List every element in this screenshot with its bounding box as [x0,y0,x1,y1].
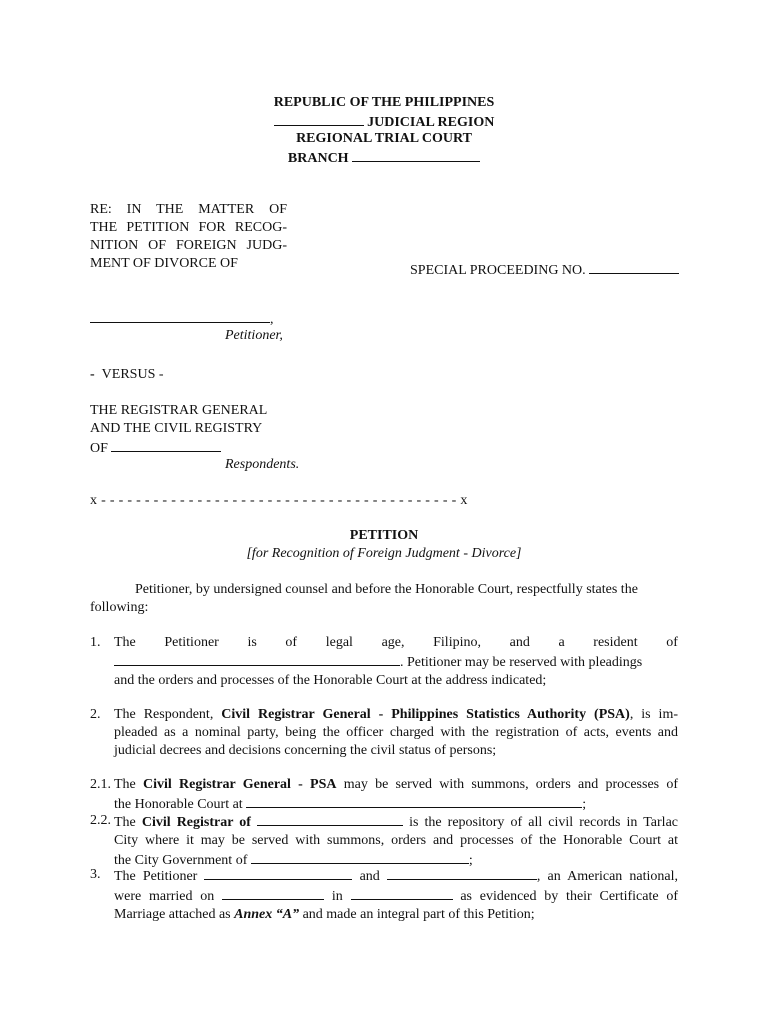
petitioner-label: Petitioner, [225,328,283,343]
paragraph-2-line-2: pleaded as a nominal party, being the officer charged with the registration of acts, events and [114,725,678,740]
paragraph-2-1-line-2: the Honorable Court at ; [114,794,678,814]
blank-registry [111,438,221,452]
blank-civil-registrar [257,812,403,826]
paragraph-2-line-3: judicial decrees and decisions concerning the civil status of persons; [114,743,497,758]
paragraph-1-line-1: The Petitioner is of legal age, Filipino, and a resident of [114,635,678,650]
respondent-line: AND THE CIVIL REGISTRY [90,421,263,436]
paragraph-2-1-line-1: The Civil Registrar General - PSA may be served with summons, orders and processes of [114,777,678,792]
blank-psa-address [246,794,582,808]
blank-marriage-date [222,886,324,900]
intro-line: following: [90,600,149,615]
paragraph-2-1 [90,776,678,814]
petitioner-name-line: , [90,309,274,329]
versus-line: - VERSUS - [90,367,164,382]
special-proceeding-no: SPECIAL PROCEEDING NO. [410,260,679,280]
case-title-line: NITION OF FOREIGN JUDG- [90,238,287,253]
blank-address [114,652,400,666]
paragraph-2-2-line-1: The Civil Registrar of is the repository of all civil records in Tarlac [114,812,678,832]
blank-branch [352,148,480,162]
paragraph-3-line-3: Marriage attached as Annex “A” and made an integral part of this Petition; [114,907,535,922]
petition-title: PETITION [349,528,419,543]
intro-paragraph [90,581,678,617]
blank-petitioner [90,309,270,323]
paragraph-3-line-2: were married on in as evidenced by their Certificate of [114,886,678,906]
paragraph-3-line-1: The Petitioner and , an American national, [114,866,678,886]
case-title-line: MENT OF DIVORCE OF [90,256,238,271]
respondent-line: OF [90,438,267,458]
respondent-block [90,402,267,458]
blank-city-government [251,850,469,864]
paragraph-2-2-line-2: City where it may be served with summons, orders and processes of the Honorable Court at [114,833,678,848]
caption-divider: x - - - - - - - - - - - - - - - - - - - - - - - - - - - - - - - - - - - - - - - - - x [90,493,468,508]
paragraph-2-2-line-3: the City Government of ; [114,850,678,870]
header-republic: REPUBLIC OF THE PHILIPPINES [273,95,495,110]
paragraph-number: 2.2. [90,813,111,828]
paragraph-number: 3. [90,867,101,882]
paragraph-1-line-3: and the orders and processes of the Honorable Court at the address indicated; [114,673,547,688]
annex-a-reference: Annex “A” [234,907,300,922]
paragraph-3 [90,866,678,924]
header-rtc: REGIONAL TRIAL COURT [296,131,472,146]
respondent-line: THE REGISTRAR GENERAL [90,403,268,418]
header-branch: BRANCH [0,148,768,168]
blank-marriage-place [351,886,453,900]
blank-spouse-name [387,866,537,880]
paragraph-number: 2.1. [90,777,111,792]
blank-region [274,112,364,126]
case-title-line: RE: IN THE MATTER OF [90,202,287,217]
petition-subtitle: [for Recognition of Foreign Judgment - Divorce] [246,546,522,561]
case-title-line: THE PETITION FOR RECOG- [90,220,287,235]
paragraph-1 [90,634,678,690]
blank-proceeding-no [589,260,679,274]
paragraph-number: 2. [90,707,101,722]
paragraph-2-2 [90,812,678,870]
blank-petitioner-name [204,866,352,880]
header-judicial-region: JUDICIAL REGION [0,112,768,132]
paragraph-2 [90,706,678,760]
respondents-label: Respondents. [225,457,300,472]
intro-line: Petitioner, by undersigned counsel and before the Honorable Court, respectfully states the [135,582,638,597]
paragraph-number: 1. [90,635,101,650]
case-title-block [90,201,287,273]
paragraph-2-line-1: The Respondent, Civil Registrar General - Philippines Statistics Authority (PSA), is im- [114,707,679,722]
paragraph-1-line-2: . Petitioner may be reserved with pleadings [114,652,678,672]
